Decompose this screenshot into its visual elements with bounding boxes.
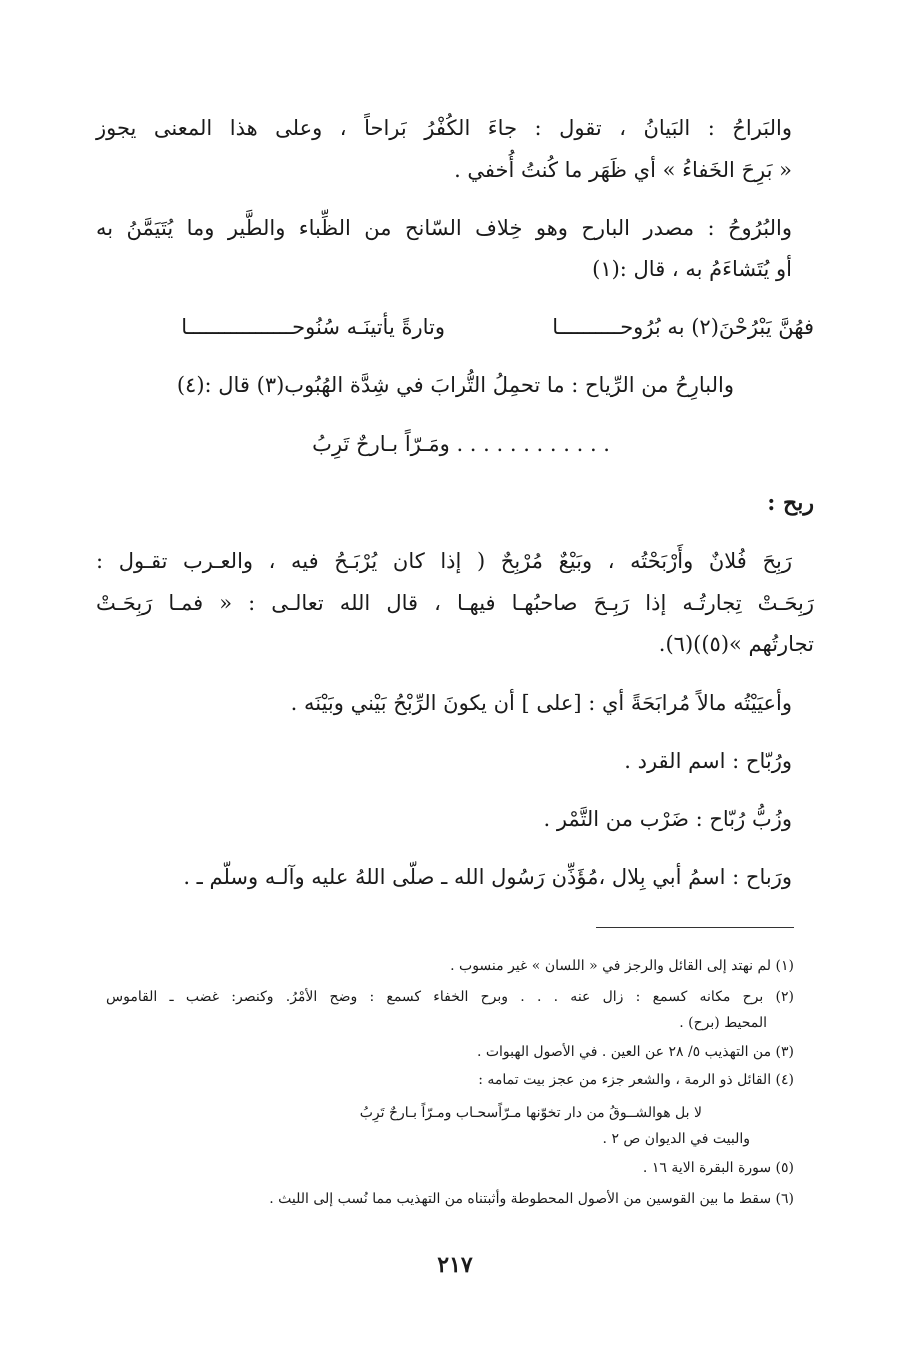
footnote-2-line1: (٢) برح مكانه كسمع : زال عنه . . . وبرح الخفاء كسمع : وضح الأمْرُ. وكنصر: غضب ـ القاموس — [106, 989, 794, 1005]
verse2-fragment: . . . . . . . . . . . . ومَـرّاً بـارحٌ تَرِبُ — [312, 432, 610, 456]
paragraph-baraah-line1: والبَراحُ : البَيانُ ، تقول : جاءَ الكُفْرُ بَراحاً ، وعلى هذا المعنى يجوز — [96, 116, 792, 140]
footnote-4-verse: لا بل هوالشــوقُ من دار تخوّنها مـرّاًسحـاب ومـرّاً بـارحٌ تَرِبُ — [359, 1105, 702, 1121]
footnote-separator — [596, 927, 794, 928]
paragraph-rubbah: ورُبّاح : اسم القرد . — [624, 749, 792, 773]
footnote-4-line1: (٤) القائل ذو الرمة ، والشعر جزء من عجز بيت تمامه : — [478, 1072, 794, 1088]
paragraph-rabiha-line3: تجارتُهم »(٥))(٦). — [658, 632, 814, 656]
footnote-1: (١) لم نهتد إلى القائل والرجز في « اللسان » غير منسوب . — [450, 958, 794, 974]
paragraph-buruh-line2: أو يُتَشاءَمُ به ، قال :(١) — [592, 257, 792, 281]
paragraph-rabiha-line2: رَبِحَـتْ تِجارتُـه إذا رَبِـحَ صاحبُهـا فيهـا ، قال الله تعالـى : « فمـا رَبِحَـتْ — [96, 591, 814, 615]
paragraph-baraah-line2: « بَرِحَ الخَفاءُ » أي ظَهَر ما كُنتُ أُخفي . — [454, 158, 792, 182]
footnote-3: (٣) من التهذيب ٥/ ٢٨ عن العين . في الأصول الهبوات . — [476, 1044, 794, 1060]
footnote-2-line2: المحيط (برح) . — [679, 1015, 767, 1031]
entry-heading-rabh: ربح : — [767, 490, 814, 516]
paragraph-barih-line1: والبارِحُ من الرِّياح : ما تحمِلُ التُّرابَ في شِدَّة الهُبُوب(٣) قال :(٤) — [176, 373, 734, 397]
paragraph-murabaha: وأعيَيْتُه مالاً مُرابَحَةً أي : [على ] أن يكونَ الرِّبْحُ بَيْني وبَيْنَه . — [290, 691, 792, 715]
footnote-4-line3: والبيت في الديوان ص ٢ . — [602, 1131, 750, 1147]
paragraph-buruh-line1: والبُرُوحُ : مصدر البارح وهو خِلاف السّانح من الظِّباء والطَّير وما يُتَيَمَّنُ به — [96, 216, 792, 240]
paragraph-rabah: ورَباح : اسمُ أبي بِلال ،مُؤَذِّن رَسُول الله ـ صلّى اللهُ عليه وآلـه وسلّم ـ . — [183, 865, 792, 889]
footnote-6: (٦) سقط ما بين القوسين من الأصول المحطوطة وأثبتناه من التهذيب مما نُسب إلى الليث . — [269, 1191, 794, 1207]
paragraph-rabiha-line1: رَبِحَ فُلانٌ وأَرْبَحْتُه ، وبَيْعٌ مُرْبِحٌ ( إذا كان يُرْبَـحُ فيه ، والعـرب تقـول : — [96, 549, 792, 573]
verse1-second-hemistich: وتارةً يأتينَـه سُنُوحـــــــــــــــــا — [181, 315, 445, 339]
verse1-first-hemistich: فهُنَّ يَبْرُحْنَ(٢) به بُرُوحــــــــــا — [552, 315, 814, 339]
paragraph-zubb-rubbah: وزُبُّ رُبّاح : ضَرْب من التَّمْر . — [543, 807, 792, 831]
page-number: ٢١٧ — [437, 1252, 473, 1278]
footnote-5: (٥) سورة البقرة الاية ١٦ . — [642, 1160, 794, 1176]
